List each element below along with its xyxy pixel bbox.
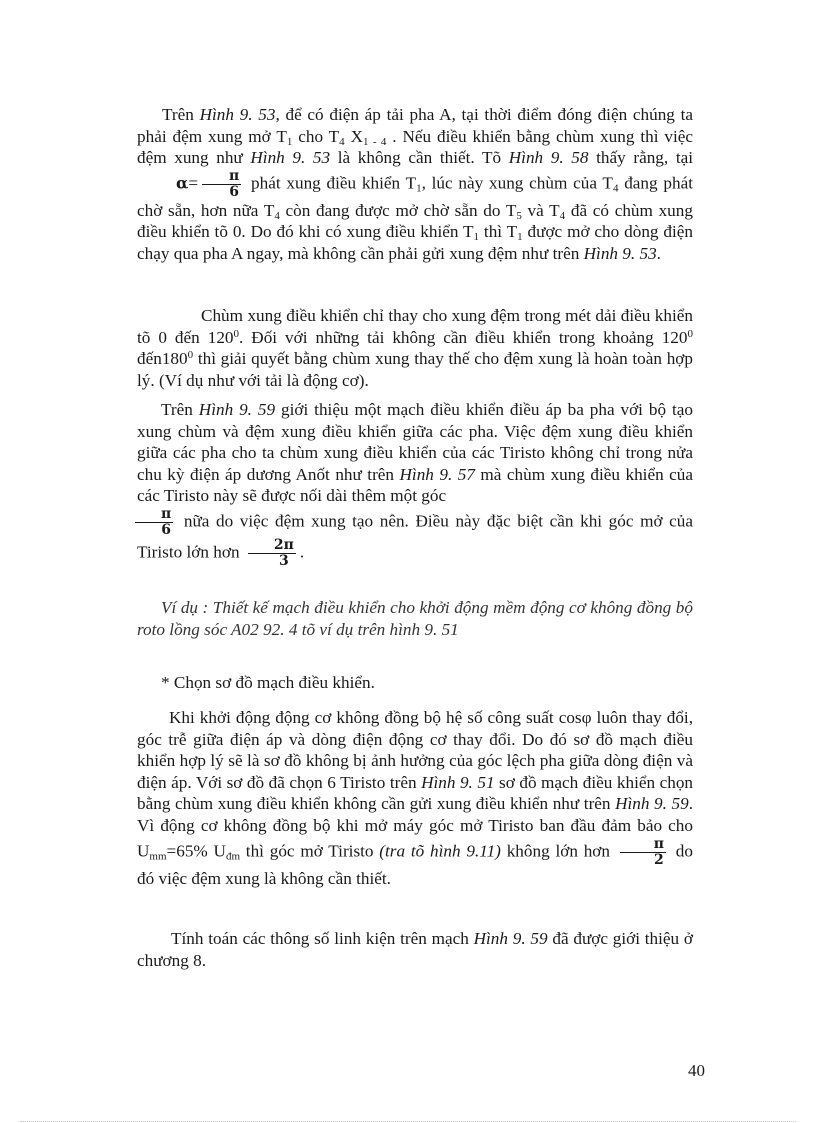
figure-reference: Hình 9. 59 [198, 400, 276, 419]
figure-reference: Hình 9. 51 [421, 772, 495, 792]
superscript: 0 [187, 349, 194, 362]
denominator: 6 [161, 521, 171, 538]
text: . Vì động cơ không đồng bộ khi mở máy góc mở Tiristo ban đầu đảm bảo cho U [137, 794, 693, 861]
paragraph-4 [137, 707, 693, 889]
paragraph-2 [137, 305, 693, 391]
text: thì góc mở Tiristo [240, 841, 380, 861]
text: X [344, 126, 363, 146]
figure-reference: Hình 9. 59 [473, 929, 548, 948]
text: đang phát chờ sẵn, hơn nữa T [137, 173, 693, 220]
figure-reference: Hình 9. 59 [615, 794, 689, 814]
fraction-2pi-over-3 [248, 538, 296, 569]
text: , lúc này xung chùm của T [421, 173, 613, 193]
text: cho T [292, 126, 340, 146]
subscript: 4 [274, 209, 280, 222]
numerator: π [620, 837, 666, 853]
text: thì T [479, 222, 518, 242]
text: được mở cho dòng điện chạy qua pha A ngay, mà không cần phải gửi xung đệm như trên [137, 222, 693, 263]
subscript: mm [149, 850, 167, 863]
text: . Nếu điều khiển bằng chùm xung thì việc đệm xung như [137, 126, 693, 168]
page-number: 40 [688, 1061, 705, 1080]
superscript: 0 [233, 327, 240, 340]
figure-reference: Hình 9. 57 [399, 464, 475, 484]
text: phát xung điều khiển T [245, 173, 417, 193]
table-reference: (tra tõ hình 9.11) [379, 841, 501, 861]
subscript: 1 [473, 231, 480, 244]
text: và T [521, 200, 560, 220]
figure-reference: Hình 9. 53 [199, 105, 276, 124]
footer-divider [20, 1121, 796, 1122]
subscript: 4 [612, 182, 619, 195]
text: Trên [161, 400, 199, 419]
text: Trên [162, 105, 200, 124]
text: =65% U [166, 841, 226, 861]
text: . [656, 243, 661, 263]
fraction-pi-over-6 [135, 507, 173, 538]
text: sơ đồ mạch điều khiển chọn bằng chùm xung điều khiển không cần gửi xung điều khiển như trên [137, 772, 694, 814]
text: không lớn hơn [500, 841, 616, 861]
subscript: 4 [339, 135, 345, 148]
text: đã được giới thiệu ở chương 8. [137, 929, 693, 970]
numerator: π [202, 169, 241, 185]
text: Chùm xung điều khiển chỉ thay cho xung đệm trong mét dải điều khiển tõ 0 đến 120 [137, 306, 693, 347]
text: giới thiệu một mạch điều khiển điều áp ba pha với bộ tạo xung chùm và đệm xung điều khiển giữa các pha. Việc đệm xung điều khiển giữa các pha cho ta chùm xung điều khiển của các Tiristo không chỉ trong nửa chu kỳ điện áp dương Anốt như trên [137, 400, 693, 484]
numerator: π [135, 507, 173, 523]
alpha-symbol: α [176, 173, 189, 193]
text: còn đang được mở chờ sẵn do T [279, 200, 517, 220]
fraction-pi-over-6 [202, 169, 241, 200]
subscript: 1 [517, 231, 523, 244]
text: thấy rằng, tại [588, 148, 694, 168]
paragraph-1 [137, 104, 693, 265]
text: . [299, 542, 305, 562]
denominator: 3 [278, 552, 289, 569]
alpha-equation [151, 169, 245, 200]
subscript: 1 - 4 [363, 135, 387, 148]
text: thì giải quyết bằng chùm xung thay thế cho đệm xung là hoàn toàn hợp lý. (Ví dụ như với tải là động cơ). [137, 349, 693, 390]
text: . Đối với những tải không cần điều khiển trong khoảng 120 [239, 327, 688, 347]
section-heading: * Chọn sơ đồ mạch điều khiển. [161, 673, 375, 692]
text: Khi khởi động động cơ không đồng bộ hệ số công suất cosφ luôn thay đổi, góc trễ giữa điện áp và dòng điện động cơ thay đổi. Do đó sơ đồ mạch điều khiển hợp lý sẽ là sơ đồ không bị ảnh hưởng của góc lệch pha giữa dòng điện và điện áp. Với sơ đồ đã chọn 6 Tiristo trên [137, 708, 693, 792]
superscript: 0 [687, 327, 693, 340]
subscript: 5 [516, 209, 522, 222]
paragraph-5 [137, 928, 693, 971]
text: do đó việc đệm xung là không cần thiết. [137, 841, 693, 888]
text: nữa do việc đệm xung tạo nên. Điều này đặc biệt cần khi góc mở của Tiristo lớn hơn [137, 511, 693, 562]
denominator: 2 [654, 851, 664, 868]
figure-reference: Hình 9. 53 [250, 148, 331, 168]
subscript: 4 [559, 209, 566, 222]
text: đến180 [137, 349, 188, 369]
fraction-pi-over-2 [620, 837, 666, 868]
example-paragraph: Ví dụ : Thiết kế mạch điều khiển cho khởi động mềm động cơ không đồng bộ roto lồng sóc A02 92. 4 tõ ví dụ trên hình 9. 51 [137, 598, 693, 639]
text: đã có chùm xung điều khiển tõ 0. Do đó khi có xung điều khiển T [137, 200, 693, 242]
figure-reference: Hình 9. 58 [508, 148, 589, 168]
subscript: đm [225, 850, 241, 863]
subscript: 1 [416, 182, 422, 195]
text: mà chùm xung điều khiển của các Tiristo này sẽ được nối dài thêm một góc [137, 464, 694, 506]
text: Tính toán các thông số linh kiện trên mạch [171, 929, 474, 948]
text: , để có điện áp tải pha A, tại thời điểm đóng điện chúng ta phải đệm xung mở T [137, 105, 694, 146]
numerator: 2π [248, 538, 296, 554]
subscript: 1 [286, 135, 293, 148]
equals-sign: = [188, 173, 199, 193]
text: là không cần thiết. Tõ [330, 148, 509, 168]
denominator: 6 [229, 183, 240, 200]
figure-reference: Hình 9. 53 [583, 243, 657, 263]
paragraph-3 [137, 399, 693, 569]
